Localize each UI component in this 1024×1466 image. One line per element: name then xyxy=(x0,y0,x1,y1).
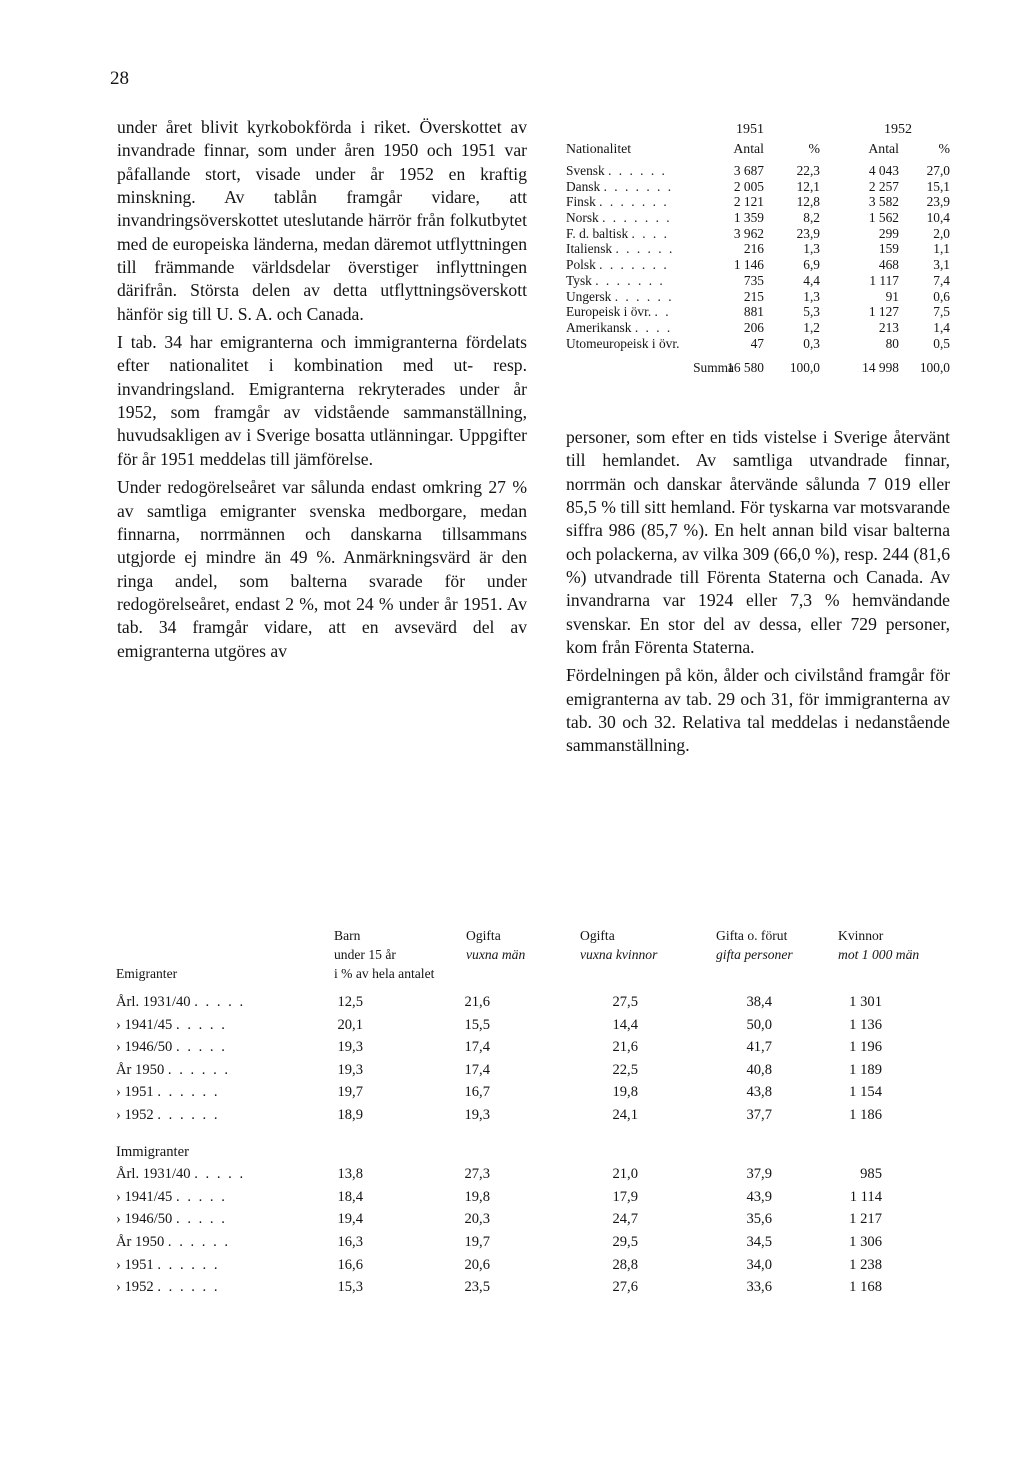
value-kvinnor-per-1000: 1 136 xyxy=(849,1016,882,1033)
antal-1952: 1 562 xyxy=(868,210,899,226)
nationality-name: Ungersk xyxy=(566,288,612,304)
antal-1952: 2 257 xyxy=(868,178,899,194)
leader-dots: . . . . . . . xyxy=(602,210,672,226)
nationality-label xyxy=(566,210,672,226)
value-ogifta-kvinnor: 21,0 xyxy=(612,1166,638,1183)
period-label xyxy=(116,1231,230,1254)
value-gifta: 40,8 xyxy=(746,1061,772,1078)
leader-dots: . . . . . xyxy=(194,1166,246,1183)
nationality-name: Dansk xyxy=(566,178,601,194)
antal-1951: 215 xyxy=(743,288,764,304)
table-header-top xyxy=(116,926,956,945)
value-ogifta-man: 16,7 xyxy=(464,1084,490,1101)
immigrants-section-label: Immigranter xyxy=(116,1143,189,1160)
period-name: › 1946/50 xyxy=(116,1211,173,1228)
value-kvinnor-per-1000: 1 168 xyxy=(849,1279,882,1296)
period-name: Årl. 1931/40 xyxy=(116,1166,191,1183)
percent-1951: 1,2 xyxy=(803,319,820,335)
nationality-name: Tysk xyxy=(566,272,592,288)
period-name: › 1952 xyxy=(116,1106,154,1123)
table-header-bottom xyxy=(116,945,956,964)
leader-dots: . . . . . . xyxy=(157,1279,220,1296)
percent-1951: 12,1 xyxy=(796,178,820,194)
value-ogifta-kvinnor: 14,4 xyxy=(612,1016,638,1033)
header-ogifta-man-sub: vuxna män xyxy=(466,947,526,962)
year-1952: 1952 xyxy=(884,122,912,137)
header-kvinnor: Kvinnor xyxy=(838,928,884,943)
value-barn: 19,3 xyxy=(337,1039,363,1056)
table-row xyxy=(566,336,952,352)
value-kvinnor-per-1000: 1 196 xyxy=(849,1039,882,1056)
table-row xyxy=(116,1231,956,1254)
value-ogifta-man: 19,3 xyxy=(464,1106,490,1123)
percent-1951-header: % xyxy=(808,141,820,156)
period-name: Årl. 1931/40 xyxy=(116,994,191,1010)
percent-1952: 7,4 xyxy=(933,272,950,288)
value-kvinnor-per-1000: 1 114 xyxy=(849,1188,882,1205)
table-row xyxy=(566,179,952,195)
nationality-name: F. d. baltisk xyxy=(566,225,629,241)
percent-1952: 1,4 xyxy=(933,319,950,335)
antal-1951: 47 xyxy=(750,335,764,351)
value-ogifta-kvinnor: 29,5 xyxy=(612,1233,638,1250)
leader-dots: . . . . xyxy=(634,319,673,335)
percent-1951: 6,9 xyxy=(803,257,820,273)
period-label xyxy=(116,991,245,1014)
header-barn-sub: under 15 år xyxy=(334,947,396,962)
table-row xyxy=(566,210,952,226)
nationality-label xyxy=(566,273,665,289)
antal-1951: 216 xyxy=(743,241,764,257)
table-row xyxy=(566,226,952,242)
period-name: › 1952 xyxy=(116,1279,154,1296)
antal-1951: 3 962 xyxy=(733,225,764,241)
value-ogifta-kvinnor: 17,9 xyxy=(612,1188,638,1205)
table-row xyxy=(116,1186,956,1209)
antal-1952: 80 xyxy=(885,335,899,351)
value-barn: 13,8 xyxy=(337,1166,363,1183)
header-kvinnor-sub: mot 1 000 män xyxy=(838,947,920,962)
antal-1951: 206 xyxy=(743,319,764,335)
table-total-row xyxy=(566,359,952,377)
period-name: › 1951 xyxy=(116,1084,154,1101)
value-barn: 19,3 xyxy=(337,1061,363,1078)
value-gifta: 37,7 xyxy=(746,1106,772,1123)
antal-1952: 213 xyxy=(878,319,899,335)
value-ogifta-man: 17,4 xyxy=(464,1039,490,1056)
antal-1952: 4 043 xyxy=(868,163,899,178)
value-kvinnor-per-1000: 1 306 xyxy=(849,1233,882,1250)
value-gifta: 34,0 xyxy=(746,1256,772,1273)
antal-1952: 299 xyxy=(878,225,899,241)
period-label xyxy=(116,1276,220,1299)
paragraph: Under redogörelseåret var sålunda endast omkring 27 % av samtliga emigranter svenska medborgare, medan finnarna, norrmännen och danskarna tillsammans utgjorde ej mindre än 49 %. Anmärkningsvärd är den ringa andel, som balterna svarade för under redogörelseåret, endast 2 %, mot 24 % under år 1951. Av tab. 34 framgår vidare, att en avsevärd del av emigranterna utgöres av xyxy=(117,477,527,661)
percent-1951: 4,4 xyxy=(803,272,820,288)
value-ogifta-man: 27,3 xyxy=(464,1166,490,1183)
table-row xyxy=(116,1036,956,1059)
percent-1952-header: % xyxy=(938,141,950,156)
total-percent-1951: 100,0 xyxy=(789,360,820,376)
paragraph: I tab. 34 har emigranterna och immigranterna fördelats efter nationalitet i kombination med ut- resp. invandringsland. Emigranterna rekryterades under år 1952, som framgår av vidstående sammanställning, huvudsakligen av i Sverige bosatta utlänningar. Uppgifter för år 1951 meddelas till jämförelse. xyxy=(117,332,527,469)
immigrants-section-header xyxy=(116,1141,956,1164)
value-ogifta-man: 23,5 xyxy=(464,1279,490,1296)
period-name: › 1951 xyxy=(116,1256,154,1273)
value-gifta: 33,6 xyxy=(746,1279,772,1296)
antal-1951: 1 359 xyxy=(733,210,764,226)
value-ogifta-kvinnor: 27,6 xyxy=(612,1279,638,1296)
percent-1951: 23,9 xyxy=(796,225,820,241)
period-label xyxy=(116,1036,227,1059)
value-ogifta-kvinnor: 24,1 xyxy=(612,1106,638,1123)
period-name: År 1950 xyxy=(116,1061,165,1078)
value-barn: 18,9 xyxy=(337,1106,363,1123)
nationality-name: Finsk xyxy=(566,194,596,210)
nationality-name: Norsk xyxy=(566,210,599,226)
value-barn: 16,6 xyxy=(337,1256,363,1273)
value-gifta: 43,9 xyxy=(746,1188,772,1205)
percent-1952: 3,1 xyxy=(933,257,950,273)
antal-1952-header: Antal xyxy=(868,141,899,156)
nationality-label xyxy=(566,336,679,352)
unit-note: i % av hela antalet xyxy=(334,966,435,981)
value-gifta: 41,7 xyxy=(746,1039,772,1056)
header-gifta-sub: gifta personer xyxy=(716,947,793,962)
value-barn: 20,1 xyxy=(337,1016,363,1033)
period-label xyxy=(116,1163,245,1186)
percent-1951: 1,3 xyxy=(803,241,820,257)
table-column-header xyxy=(566,139,952,163)
value-barn: 19,7 xyxy=(337,1084,363,1101)
table-row xyxy=(566,163,952,179)
leader-dots: . . . . . . xyxy=(167,1233,231,1250)
nationality-name: Amerikansk xyxy=(566,319,632,335)
leader-dots: . . . . . . . xyxy=(603,178,674,194)
value-kvinnor-per-1000: 1 217 xyxy=(849,1211,882,1228)
leader-dots: . . . . . xyxy=(194,994,246,1010)
period-label xyxy=(116,1186,227,1209)
antal-1952: 159 xyxy=(878,241,899,257)
percent-1952: 7,5 xyxy=(933,304,950,320)
total-label: Summa xyxy=(693,360,734,376)
leader-dots: . . . . . xyxy=(176,1211,227,1228)
value-ogifta-man: 20,6 xyxy=(464,1256,490,1273)
paragraph: Fördelningen på kön, ålder och civilstånd framgår för emigranterna av tab. 29 och 31, för immigranterna av tab. 30 och 32. Relativa tal meddelas i nedanstående sammanställning. xyxy=(566,665,950,756)
period-name: › 1941/45 xyxy=(116,1016,173,1033)
table-row xyxy=(116,1208,956,1231)
antal-1952: 3 582 xyxy=(868,194,899,210)
value-barn: 12,5 xyxy=(337,994,363,1010)
table-row xyxy=(116,1081,956,1104)
leader-dots: . . . . . xyxy=(176,1039,227,1056)
table-row xyxy=(116,1276,956,1299)
antal-1951-header: Antal xyxy=(733,141,764,156)
table-row xyxy=(566,304,952,320)
antal-1951: 881 xyxy=(743,304,764,320)
nationality-name: Svensk xyxy=(566,163,605,178)
year-1951: 1951 xyxy=(736,122,764,137)
value-gifta: 35,6 xyxy=(746,1211,772,1228)
value-kvinnor-per-1000: 1 189 xyxy=(849,1061,882,1078)
value-barn: 18,4 xyxy=(337,1188,363,1205)
value-kvinnor-per-1000: 1 238 xyxy=(849,1256,882,1273)
value-gifta: 50,0 xyxy=(746,1016,772,1033)
period-label xyxy=(116,1208,227,1231)
value-ogifta-man: 20,3 xyxy=(464,1211,490,1228)
percent-1952: 1,1 xyxy=(933,241,950,257)
nationality-label xyxy=(566,257,669,273)
value-gifta: 37,9 xyxy=(746,1166,772,1183)
nationality-label xyxy=(566,179,673,195)
value-kvinnor-per-1000: 1 154 xyxy=(849,1084,882,1101)
age-civil-status-table xyxy=(116,926,956,1299)
nationality-label xyxy=(566,226,669,242)
value-ogifta-man: 19,8 xyxy=(464,1188,490,1205)
total-antal-1951: 16 580 xyxy=(727,360,764,376)
percent-1951: 22,3 xyxy=(796,163,820,178)
antal-1952: 1 117 xyxy=(869,272,899,288)
value-gifta: 34,5 xyxy=(746,1233,772,1250)
total-percent-1952: 100,0 xyxy=(919,360,950,376)
table-row xyxy=(116,1104,956,1127)
value-ogifta-man: 15,5 xyxy=(464,1016,490,1033)
header-ogifta-man: Ogifta xyxy=(466,928,501,943)
nationality-name: Europeisk i övr. xyxy=(566,304,652,320)
nationality-name: Italiensk xyxy=(566,241,613,257)
antal-1952: 468 xyxy=(878,257,899,273)
value-barn: 19,4 xyxy=(337,1211,363,1228)
antal-1951: 2 121 xyxy=(733,194,764,210)
nationality-name: Utomeuropeisk i övr. xyxy=(566,335,680,351)
value-gifta: 38,4 xyxy=(746,994,772,1010)
table-row xyxy=(566,273,952,289)
leader-dots: . . . . . . xyxy=(157,1256,220,1273)
table-row xyxy=(116,1163,956,1186)
value-ogifta-man: 17,4 xyxy=(464,1061,490,1078)
percent-1951: 5,3 xyxy=(803,304,820,320)
leader-dots: . . . . . . . xyxy=(595,272,665,288)
leader-dots: . . . . . . xyxy=(615,241,675,257)
left-text-column xyxy=(117,116,527,663)
percent-1951: 0,3 xyxy=(803,335,820,351)
value-barn: 16,3 xyxy=(337,1233,363,1250)
antal-1951: 2 005 xyxy=(733,178,764,194)
header-ogifta-kvinnor: Ogifta xyxy=(580,928,615,943)
period-label xyxy=(116,1254,220,1277)
table-header-unit xyxy=(116,964,956,983)
percent-1952: 15,1 xyxy=(926,178,950,194)
leader-dots: . . . . . . . xyxy=(599,257,669,273)
table-row xyxy=(116,1014,956,1037)
nationality-col-label: Nationalitet xyxy=(566,141,632,156)
table-row xyxy=(566,194,952,210)
table-row xyxy=(116,1059,956,1082)
leader-dots: . . . . . . xyxy=(608,163,667,178)
leader-dots: . . . . . . xyxy=(614,288,674,304)
table-year-header xyxy=(566,120,952,139)
period-label xyxy=(116,1059,230,1082)
nationality-label xyxy=(566,289,674,305)
value-ogifta-kvinnor: 28,8 xyxy=(612,1256,638,1273)
percent-1951: 12,8 xyxy=(796,194,820,210)
total-antal-1952: 14 998 xyxy=(862,360,899,376)
header-barn: Barn xyxy=(334,928,361,943)
period-label xyxy=(116,1081,220,1104)
value-ogifta-kvinnor: 24,7 xyxy=(612,1211,638,1228)
value-kvinnor-per-1000: 985 xyxy=(860,1166,882,1183)
page-number: 28 xyxy=(110,68,129,89)
leader-dots: . . . . . . xyxy=(157,1084,220,1101)
period-name: › 1946/50 xyxy=(116,1039,173,1056)
period-name: År 1950 xyxy=(116,1233,165,1250)
value-kvinnor-per-1000: 1 186 xyxy=(849,1106,882,1123)
leader-dots: . . . . . . xyxy=(167,1061,231,1078)
paragraph: under året blivit kyrkobokförda i riket. Överskottet av invandrade finnar, som under åren 1950 och 1951 var påfallande stort, visade under år 1952 en kraftig minskning. Av tablån framgår vidare, att invandringsöverskottet uteslutande härrör från folkutbytet med de europeiska länderna, medan däremot utflyttningen till främmande världsdelar överstiger inflyttningen därifrån. Största delen av detta utflyttningsöverskott hänför sig till U. S. A. och Canada. xyxy=(117,117,527,324)
leader-dots: . . . . xyxy=(631,225,669,241)
value-kvinnor-per-1000: 1 301 xyxy=(849,994,882,1010)
value-ogifta-kvinnor: 27,5 xyxy=(612,994,638,1010)
value-ogifta-kvinnor: 19,8 xyxy=(612,1084,638,1101)
table-row xyxy=(566,241,952,257)
table-row xyxy=(116,991,956,1014)
table-row xyxy=(566,320,952,336)
nationality-label xyxy=(566,320,672,336)
table-row xyxy=(116,1254,956,1277)
value-ogifta-man: 21,6 xyxy=(464,994,490,1010)
nationality-label xyxy=(566,194,669,210)
leader-dots: . . . . . . . xyxy=(599,194,669,210)
table-row xyxy=(566,257,952,273)
right-text-column xyxy=(566,426,950,758)
percent-1952: 23,9 xyxy=(926,194,950,210)
period-label xyxy=(116,1104,220,1127)
leader-dots: . . xyxy=(654,304,671,320)
nationality-label xyxy=(566,163,667,179)
value-ogifta-kvinnor: 22,5 xyxy=(612,1061,638,1078)
nationality-label xyxy=(566,241,674,257)
emigrants-section-label: Emigranter xyxy=(116,966,178,981)
percent-1952: 2,0 xyxy=(933,225,950,241)
antal-1952: 91 xyxy=(885,288,899,304)
antal-1951: 1 146 xyxy=(733,257,764,273)
leader-dots: . . . . . . xyxy=(157,1106,220,1123)
value-gifta: 43,8 xyxy=(746,1084,772,1101)
table-row xyxy=(566,289,952,305)
value-ogifta-man: 19,7 xyxy=(464,1233,490,1250)
leader-dots: . . . . . xyxy=(176,1016,227,1033)
nationality-table xyxy=(566,120,952,377)
percent-1951: 1,3 xyxy=(803,288,820,304)
percent-1952: 0,6 xyxy=(933,288,950,304)
percent-1952: 10,4 xyxy=(926,210,950,226)
antal-1951: 3 687 xyxy=(733,163,764,178)
header-gifta: Gifta o. förut xyxy=(716,928,788,943)
percent-1951: 8,2 xyxy=(803,210,820,226)
leader-dots: . . . . . xyxy=(176,1188,227,1205)
nationality-name: Polsk xyxy=(566,257,596,273)
value-ogifta-kvinnor: 21,6 xyxy=(612,1039,638,1056)
antal-1951: 735 xyxy=(743,272,764,288)
value-barn: 15,3 xyxy=(337,1279,363,1296)
percent-1952: 0,5 xyxy=(933,335,950,351)
paragraph: personer, som efter en tids vistelse i Sverige återvänt till hemlandet. Av samtliga utvandrade finnar, norrmän och danskar återvände sålunda 7 019 eller 85,5 % till sitt hemland. För tyskarna var motsvarande siffra 986 (85,7 %). En helt annan bild visar balterna och polackerna, av vilka 309 (66,0 %), resp. 244 (81,6 %) utvandrade till Förenta Staterna och Canada. Av invandrarna var 1924 eller 7,3 % hemvändande svenskar. En stor del av dessa, eller 729 personer, kom från Förenta Staterna. xyxy=(566,427,950,658)
percent-1952: 27,0 xyxy=(926,163,950,178)
period-name: › 1941/45 xyxy=(116,1188,173,1205)
nationality-label xyxy=(566,304,671,320)
period-label xyxy=(116,1014,227,1037)
antal-1952: 1 127 xyxy=(868,304,899,320)
header-ogifta-kvinnor-sub: vuxna kvinnor xyxy=(580,947,658,962)
